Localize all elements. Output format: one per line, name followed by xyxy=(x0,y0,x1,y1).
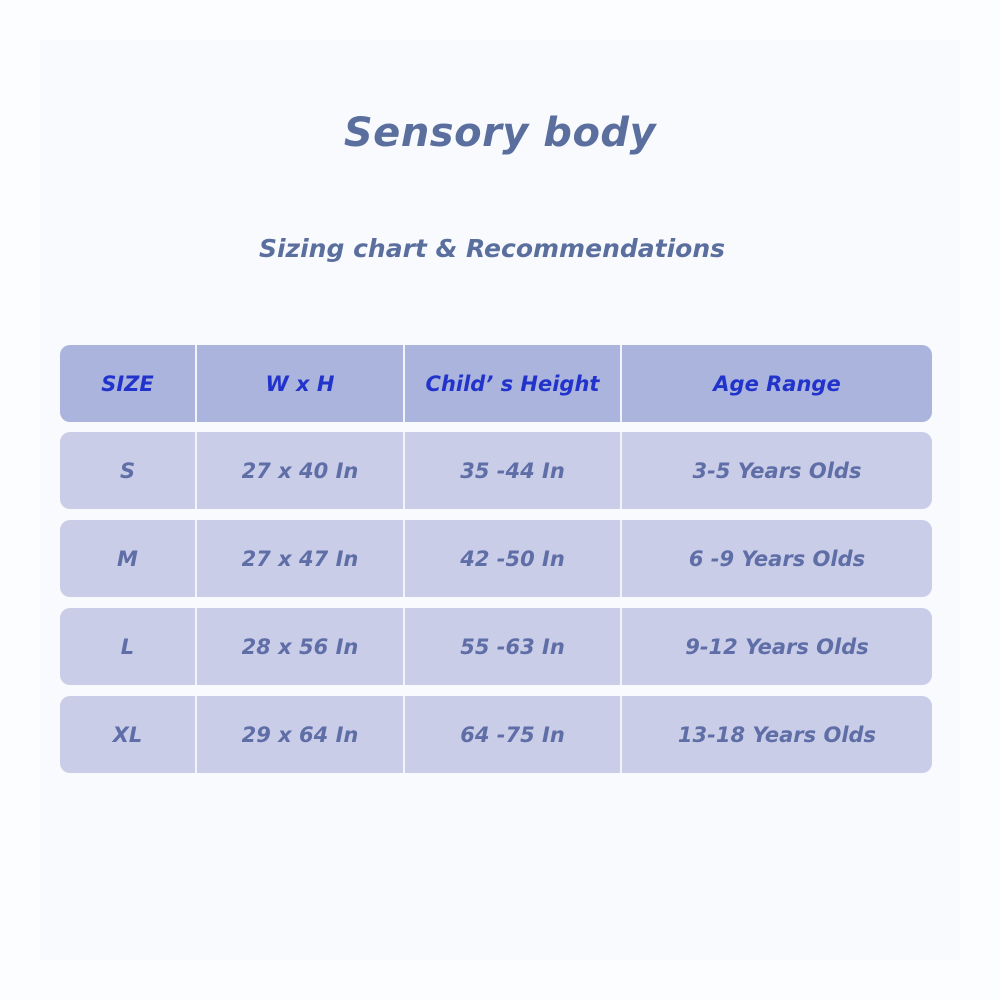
cell-size: XL xyxy=(112,722,143,747)
cell-age-range: 3-5 Years Olds xyxy=(620,432,932,509)
header-dimensions: W x H xyxy=(195,345,403,422)
header-child-height: Child’ s Height xyxy=(403,345,620,422)
cell-age-range: 6 -9 Years Olds xyxy=(620,520,932,597)
cell-size: L xyxy=(120,634,135,659)
cell-dimensions: 28 x 56 In xyxy=(195,608,403,685)
sizing-table xyxy=(60,345,932,784)
cell-size: M xyxy=(117,546,138,571)
header-age-range: Age Range xyxy=(620,345,932,422)
table-header-row xyxy=(60,345,932,422)
cell-child-height: 64 -75 In xyxy=(403,696,620,773)
cell-dimensions: 27 x 40 In xyxy=(195,432,403,509)
table-row xyxy=(60,520,932,597)
table-row xyxy=(60,432,932,509)
header-size: SIZE xyxy=(101,371,154,396)
page-title: Sensory body xyxy=(343,110,657,156)
cell-child-height: 55 -63 In xyxy=(403,608,620,685)
table-row xyxy=(60,608,932,685)
cell-age-range: 13-18 Years Olds xyxy=(620,696,932,773)
page-subtitle: Sizing chart & Recommendations xyxy=(258,234,725,263)
table-row xyxy=(60,696,932,773)
cell-age-range: 9-12 Years Olds xyxy=(620,608,932,685)
cell-size: S xyxy=(119,458,136,483)
cell-child-height: 42 -50 In xyxy=(403,520,620,597)
cell-dimensions: 29 x 64 In xyxy=(195,696,403,773)
cell-dimensions: 27 x 47 In xyxy=(195,520,403,597)
cell-child-height: 35 -44 In xyxy=(403,432,620,509)
